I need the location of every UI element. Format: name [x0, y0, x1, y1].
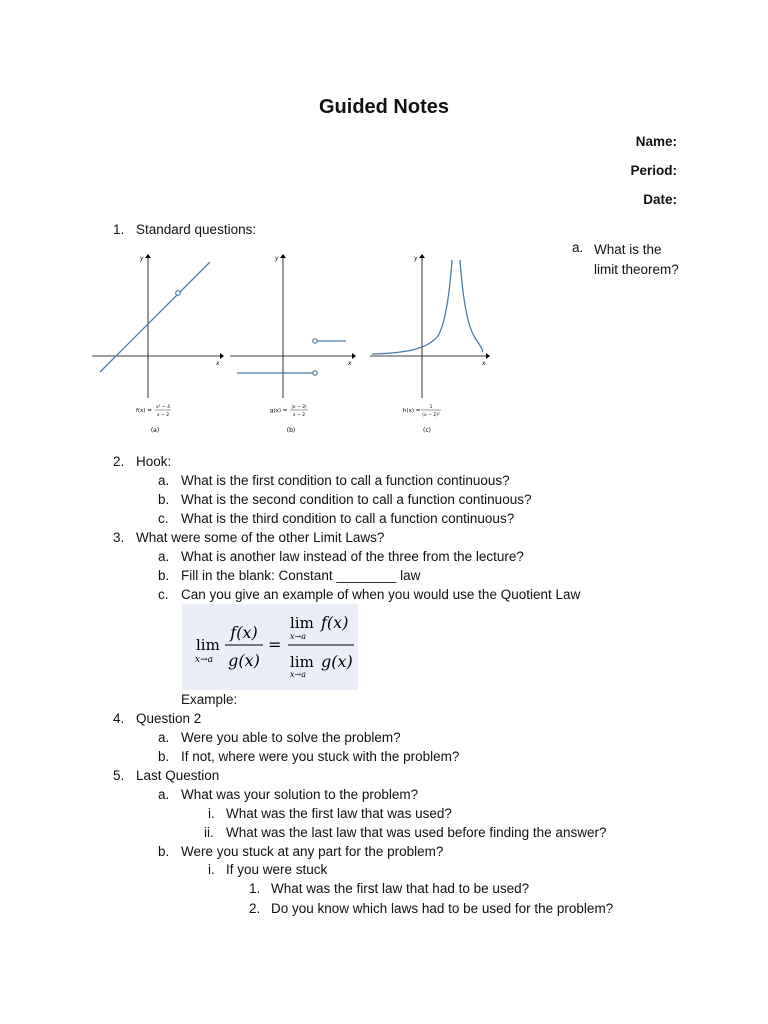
graph-b	[230, 254, 356, 434]
x-axis-label: x	[482, 360, 486, 367]
sub-question-text: If not, where were you stuck with the problem?	[181, 749, 460, 764]
example-label: Example:	[181, 692, 238, 707]
graph-a	[92, 254, 224, 434]
list-roman: i.	[208, 862, 215, 877]
graph-a-den: x − 2	[156, 413, 170, 418]
sub-question-text: What is the third condition to call a function continuous?	[181, 511, 515, 526]
graph-c-fn: h(x) =	[403, 408, 421, 414]
lim-text-bottom: lim	[290, 653, 314, 671]
sub-question-text: Were you stuck at any part for the problem?	[181, 844, 444, 859]
question-text: What were some of the other Limit Laws?	[136, 530, 385, 545]
list-letter: a.	[158, 473, 170, 488]
graph-c-num: 1	[429, 405, 433, 410]
graph-b-den: x − 2	[292, 413, 306, 418]
list-number: 2.	[249, 901, 261, 916]
list-roman: i.	[208, 806, 215, 821]
list-letter: b.	[158, 749, 170, 764]
graph-c-caption: (c)	[423, 427, 431, 434]
question-text: Standard questions:	[136, 222, 257, 237]
question-text: Last Question	[136, 768, 220, 783]
graphs-svg	[90, 248, 490, 436]
sub-sub-question-text: What was the last law that was used before finding the answer?	[226, 825, 607, 840]
sub-sub-question-text: If you were stuck	[226, 862, 328, 877]
list-letter: a.	[158, 730, 170, 745]
lim-subscript-top: x→a	[290, 632, 306, 641]
list-number: 2.	[113, 454, 125, 469]
list-letter: b.	[158, 492, 170, 507]
list-letter: c.	[158, 587, 169, 602]
list-number: a.	[572, 240, 584, 255]
list-letter: b.	[158, 568, 170, 583]
y-axis-label: y	[414, 255, 418, 262]
lim-subscript-bottom: x→a	[290, 670, 306, 679]
graph-b-fn: g(x) =	[270, 408, 288, 414]
graph-c	[370, 254, 490, 434]
x-axis-label: x	[348, 360, 352, 367]
graph-a-caption: (a)	[150, 427, 160, 434]
quotient-law-formula	[182, 604, 358, 690]
graph-b-caption: (b)	[286, 427, 296, 434]
x-axis-label: x	[216, 360, 220, 367]
y-axis-label: y	[275, 255, 279, 262]
list-letter: a.	[158, 549, 170, 564]
sub-question-text: What is the first condition to call a function continuous?	[181, 473, 510, 488]
rhs-denominator: g(x)	[321, 652, 353, 671]
list-letter: a.	[158, 787, 170, 802]
list-number: 5.	[113, 768, 125, 783]
graph-a-fn: f(x) =	[136, 408, 152, 414]
list-letter: b.	[158, 844, 170, 859]
lhs-denominator: g(x)	[228, 651, 260, 670]
sub-sub-question-text: What was the first law that was used?	[226, 806, 452, 821]
sub-question-text: Fill in the blank: Constant ________ law	[181, 568, 421, 583]
graph-b-num: |x − 2|	[291, 405, 307, 410]
date-label: Date:	[643, 192, 677, 207]
sub-question-text: Were you able to solve the problem?	[181, 730, 401, 745]
period-label: Period:	[630, 163, 677, 178]
sub-question-text: What is another law instead of the three from the lecture?	[181, 549, 524, 564]
list-number: 1.	[113, 222, 125, 237]
sub-question-text: What was your solution to the problem?	[181, 787, 419, 802]
page-title: Guided Notes	[318, 96, 449, 118]
formula-svg	[182, 604, 358, 690]
sub-question-text: What is the second condition to call a function continuous?	[181, 492, 532, 507]
equals-sign: =	[268, 635, 282, 654]
limit-graphs-figure	[90, 248, 490, 436]
graph-a-num: x² − 4	[156, 405, 170, 410]
lim-text-top: lim	[290, 614, 314, 632]
lim-text: lim	[196, 636, 220, 654]
limit-theorem-question: What is the limit theorem?	[594, 242, 679, 277]
sub-question-text: Can you give an example of when you would use the Quotient Law	[181, 587, 581, 602]
deep-question-text: What was the first law that had to be used?	[271, 881, 530, 896]
rhs-numerator: f(x)	[321, 613, 349, 632]
y-axis-label: y	[140, 255, 144, 262]
question-text: Question 2	[136, 711, 202, 726]
name-label: Name:	[635, 134, 677, 149]
list-number: 3.	[113, 530, 125, 545]
list-number: 4.	[113, 711, 125, 726]
graph-c-den: (x − 2)²	[422, 413, 440, 418]
list-roman: ii.	[204, 825, 214, 840]
deep-question-text: Do you know which laws had to be used for the problem?	[271, 901, 614, 916]
lhs-numerator: f(x)	[230, 623, 258, 642]
lim-subscript: x→a	[195, 655, 213, 665]
list-letter: c.	[158, 511, 169, 526]
list-number: 1.	[249, 881, 261, 896]
question-text: Hook:	[136, 454, 172, 469]
